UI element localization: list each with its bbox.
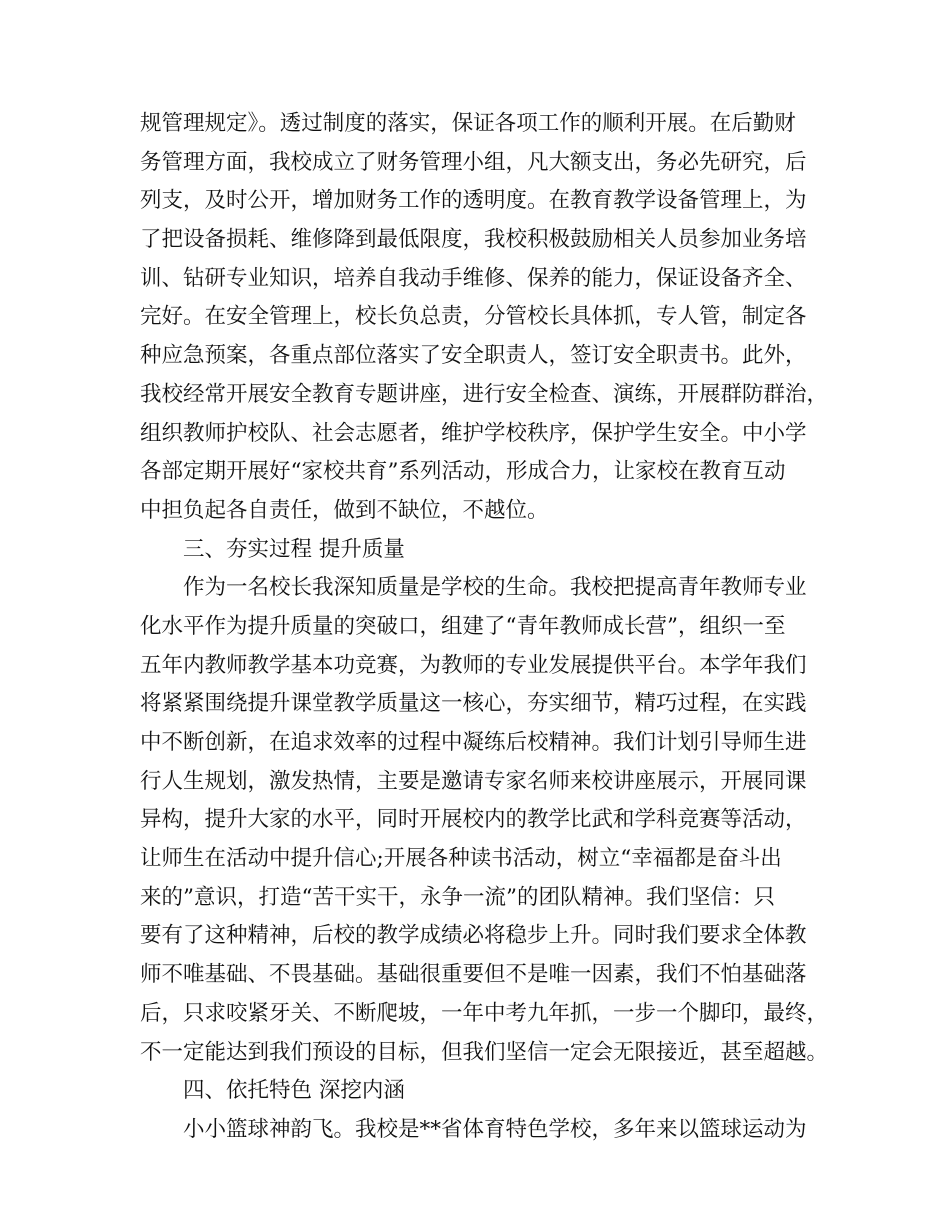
paragraph-line: 组织教师护校队、社会志愿者，维护学校秩序，保护学生安全。中小学: [140, 420, 807, 446]
paragraph-line: 要有了这种精神，后校的教学成绩必将稳步上升。同时我们要求全体教: [140, 923, 807, 949]
paragraph-line: 了把设备损耗、维修降到最低限度，我校积极鼓励相关人员参加业务培: [140, 227, 807, 253]
section-heading-3: 三、夯实过程 提升质量: [183, 536, 405, 562]
section-heading-4: 四、依托特色 深挖内涵: [183, 1078, 405, 1104]
paragraph-line: 异构，提升大家的水平，同时开展校内的教学比武和学科竞赛等活动，: [140, 807, 807, 833]
paragraph-line: 作为一名校长我深知质量是学校的生命。我校把提高青年教师专业: [183, 575, 807, 601]
paragraph-line: 训、钻研专业知识，培养自我动手维修、保养的能力，保证设备齐全、: [140, 265, 807, 291]
paragraph-line: 师不唯基础、不畏基础。基础很重要但不是唯一因素，我们不怕基础落: [140, 962, 807, 988]
paragraph-line: 务管理方面，我校成立了财务管理小组，凡大额支出，务必先研究，后: [140, 149, 807, 175]
paragraph-line: 中不断创新，在追求效率的过程中凝练后校精神。我们计划引导师生进: [140, 730, 807, 755]
document-body: [140, 105, 830, 1150]
paragraph-line: 五年内教师教学基本功竞赛，为教师的专业发展提供平台。本学年我们: [140, 652, 807, 678]
paragraph-line: 小小篮球神韵飞。我校是**省体育特色学校，多年来以篮球运动为: [183, 1116, 807, 1142]
paragraph-line: 完好。在安全管理上，校长负总责，分管校长具体抓，专人管，制定各: [140, 304, 807, 330]
paragraph-line: 不一定能达到我们预设的目标，但我们坚信一定会无限接近，甚至超越。: [140, 1039, 829, 1065]
paragraph-line: 种应急预案，各重点部位落实了安全职责人，签订安全职责书。此外，: [140, 343, 807, 369]
paragraph-line: 各部定期开展好“家校共育”系列活动，形成合力，让家校在教育互动: [140, 459, 786, 485]
paragraph-line: 来的”意识，打造“苦干实干，永争一流”的团队精神。我们坚信：只: [140, 884, 775, 910]
paragraph-line: 行人生规划，激发热情，主要是邀请专家名师来校讲座展示，开展同课: [140, 768, 807, 794]
paragraph-line: 列支，及时公开，增加财务工作的透明度。在教育教学设备管理上，为: [140, 188, 807, 214]
paragraph-line: 让师生在活动中提升信心;开展各种读书活动，树立“幸福都是奋斗出: [140, 846, 782, 872]
paragraph-line: 将紧紧围绕提升课堂教学质量这一核心，夯实细节，精巧过程，在实践: [140, 691, 807, 717]
paragraph-line: 中担负起各自责任，做到不缺位，不越位。: [140, 497, 549, 523]
paragraph-line: 后，只求咬紧牙关、不断爬坡，一年中考九年抓，一步一个脚印，最终，: [140, 1000, 829, 1026]
paragraph-line: 化水平作为提升质量的突破口，组建了“青年教师成长营”，组织一至: [140, 613, 786, 639]
paragraph-line: 规管理规定》。透过制度的落实，保证各项工作的顺利开展。在后勤财: [140, 111, 796, 136]
paragraph-line: 我校经常开展安全教育专题讲座，进行安全检查、演练，开展群防群治，: [140, 381, 829, 407]
